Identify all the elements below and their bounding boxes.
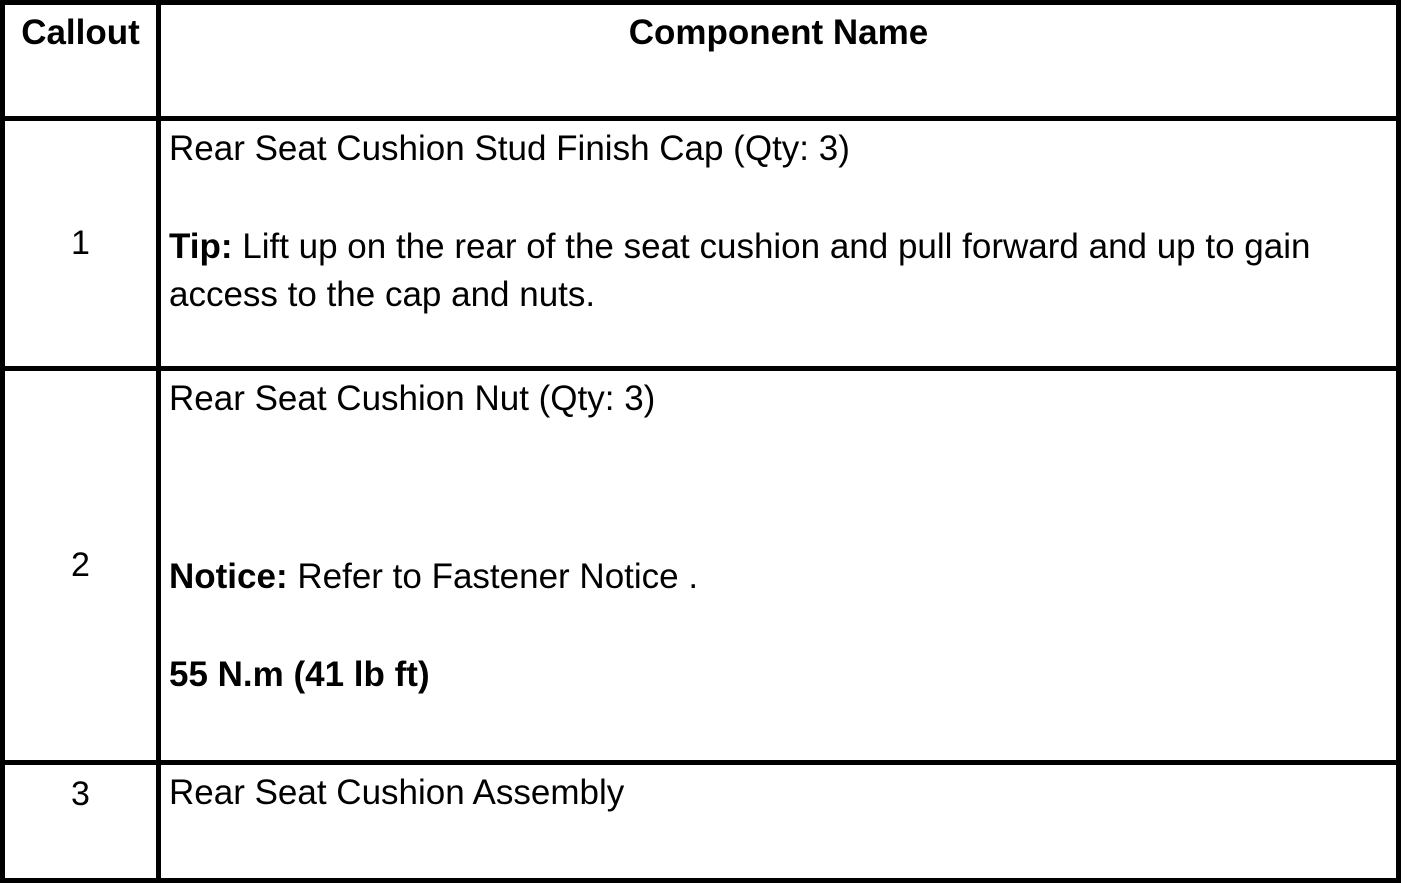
callout-number: 3 xyxy=(3,763,159,881)
table-row xyxy=(3,369,1399,763)
component-cell xyxy=(159,369,1399,763)
component-cell xyxy=(159,763,1399,881)
component-name: Rear Seat Cushion Stud Finish Cap (Qty: 3) xyxy=(169,129,850,168)
component-name: Rear Seat Cushion Nut (Qty: 3) xyxy=(169,379,656,418)
notice-paragraph xyxy=(169,553,1388,601)
notice-text: Refer to Fastener Notice . xyxy=(287,557,699,596)
tip-label: Tip: xyxy=(169,227,233,266)
table-row xyxy=(3,763,1399,881)
tip-paragraph xyxy=(169,223,1388,319)
torque-spec: 55 N.m (41 lb ft) xyxy=(169,655,430,694)
callout-number: 2 xyxy=(3,369,159,763)
component-name: Rear Seat Cushion Assembly xyxy=(169,773,625,812)
header-row xyxy=(3,3,1399,119)
notice-label: Notice: xyxy=(169,557,288,596)
tip-text: Lift up on the rear of the seat cushion and pull forward and up to gain access to the cap and nuts. xyxy=(169,227,1311,314)
header-component-name: Component Name xyxy=(159,3,1399,119)
header-callout: Callout xyxy=(3,3,159,119)
component-cell xyxy=(159,119,1399,369)
callout-number: 1 xyxy=(3,119,159,369)
table-row xyxy=(3,119,1399,369)
